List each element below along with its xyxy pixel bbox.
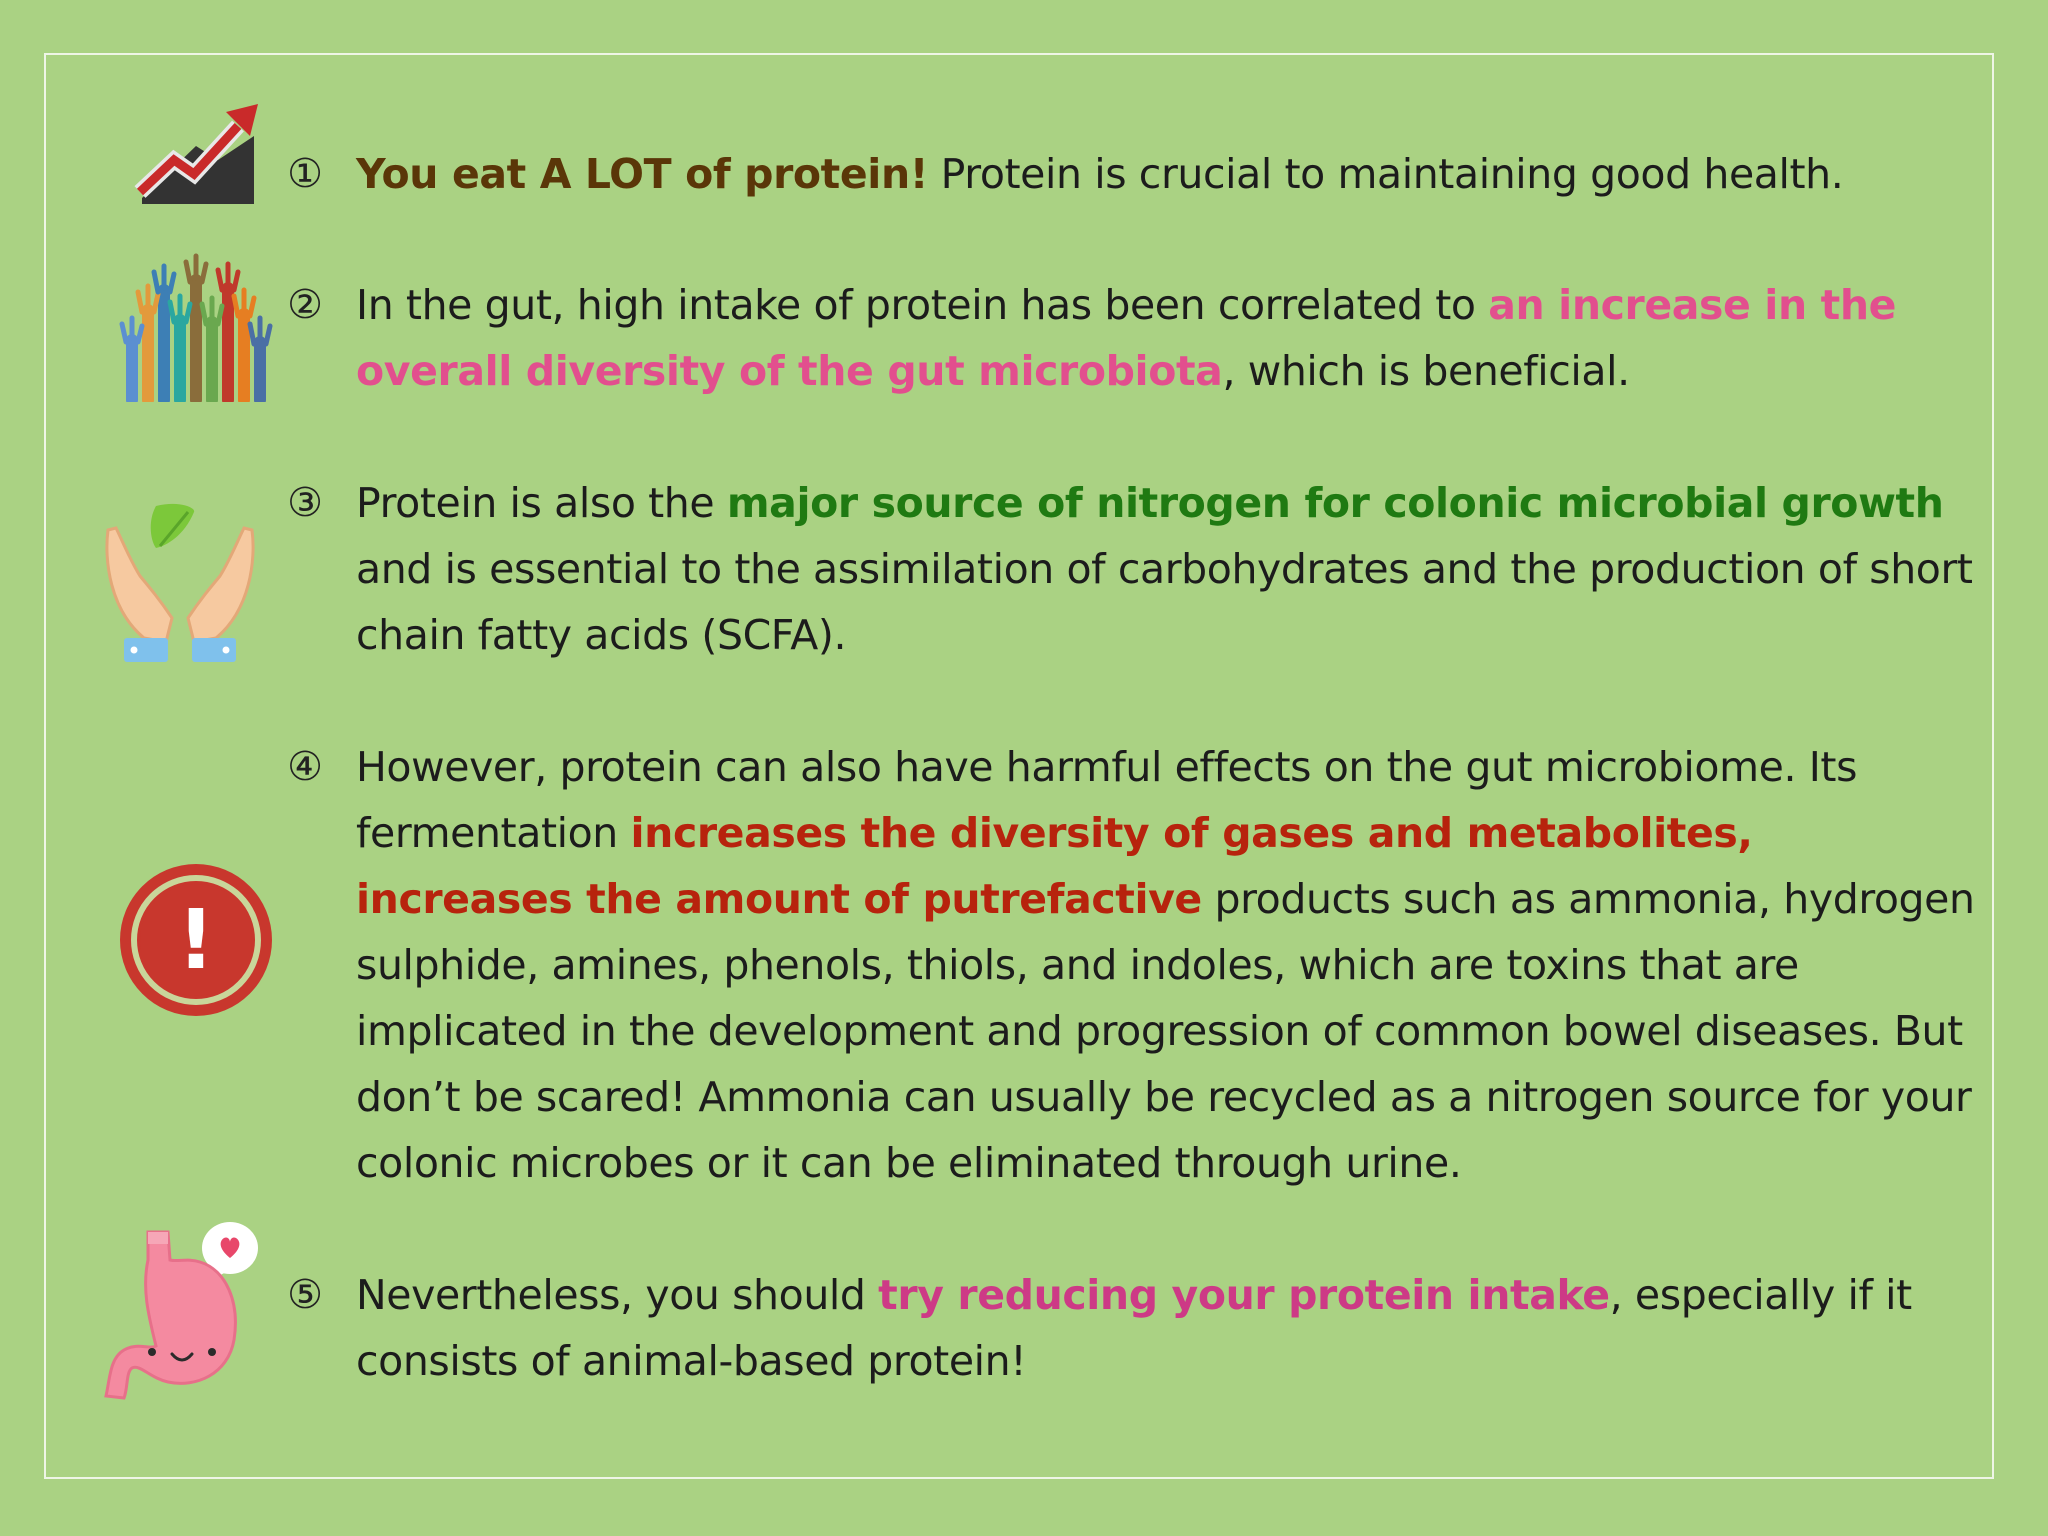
- text-run: products such as ammonia, hydrogen sulphide, amines, phenols, thiols, and indoles, which are toxins that are implicated in the development and progression of common bowel diseases. But don’t be scared! Ammonia can usually be recycled as a nitrogen source for your colonic microbes or it can be eliminated through urine.: [356, 875, 1975, 1187]
- item-text: [356, 272, 1976, 404]
- item-number: ③: [287, 480, 323, 526]
- text-run: Nevertheless, you should: [356, 1271, 879, 1319]
- text-run: However, protein can also have harmful effects on the gut microbiome. Its fermentation: [356, 743, 1858, 857]
- text-highlight: major source of nitrogen for colonic microbial growth: [726, 479, 1944, 527]
- item-number: ①: [287, 151, 323, 197]
- text-run: In the gut, high intake of protein has been correlated to: [356, 281, 1489, 329]
- text-run: and is essential to the assimilation of carbohydrates and the production of short chain fatty acids (SCFA).: [356, 545, 1973, 659]
- text-run: , which is beneficial.: [1222, 347, 1630, 395]
- warning-symbol: !: [177, 893, 215, 988]
- text-highlight: an increase in the overall diversity of the gut microbiota: [356, 281, 1897, 395]
- item-text: [356, 141, 1976, 207]
- item-text: [356, 1262, 1976, 1394]
- item-number: ⑤: [287, 1272, 323, 1318]
- item-number: ④: [287, 744, 323, 790]
- rising-chart-icon: [134, 100, 262, 206]
- text-run: Protein is crucial to maintaining good health.: [928, 150, 1844, 198]
- text-highlight: try reducing your protein intake: [878, 1271, 1610, 1319]
- text-run: Protein is also the: [356, 479, 727, 527]
- text-highlight: You eat A LOT of protein!: [356, 150, 929, 198]
- text-highlight: increases the diversity of gases and metabolites, increases the amount of putrefactive: [356, 809, 1753, 923]
- warning-icon: [118, 862, 274, 1018]
- item-text: [356, 470, 1976, 668]
- text-run: , especially if it consists of animal-based protein!: [356, 1271, 1912, 1385]
- item-number: ②: [287, 282, 323, 328]
- raised-hands-icon: [118, 250, 274, 402]
- hands-leaf-icon: [100, 500, 260, 666]
- happy-stomach-icon: [104, 1218, 264, 1404]
- item-text: [356, 734, 1976, 1196]
